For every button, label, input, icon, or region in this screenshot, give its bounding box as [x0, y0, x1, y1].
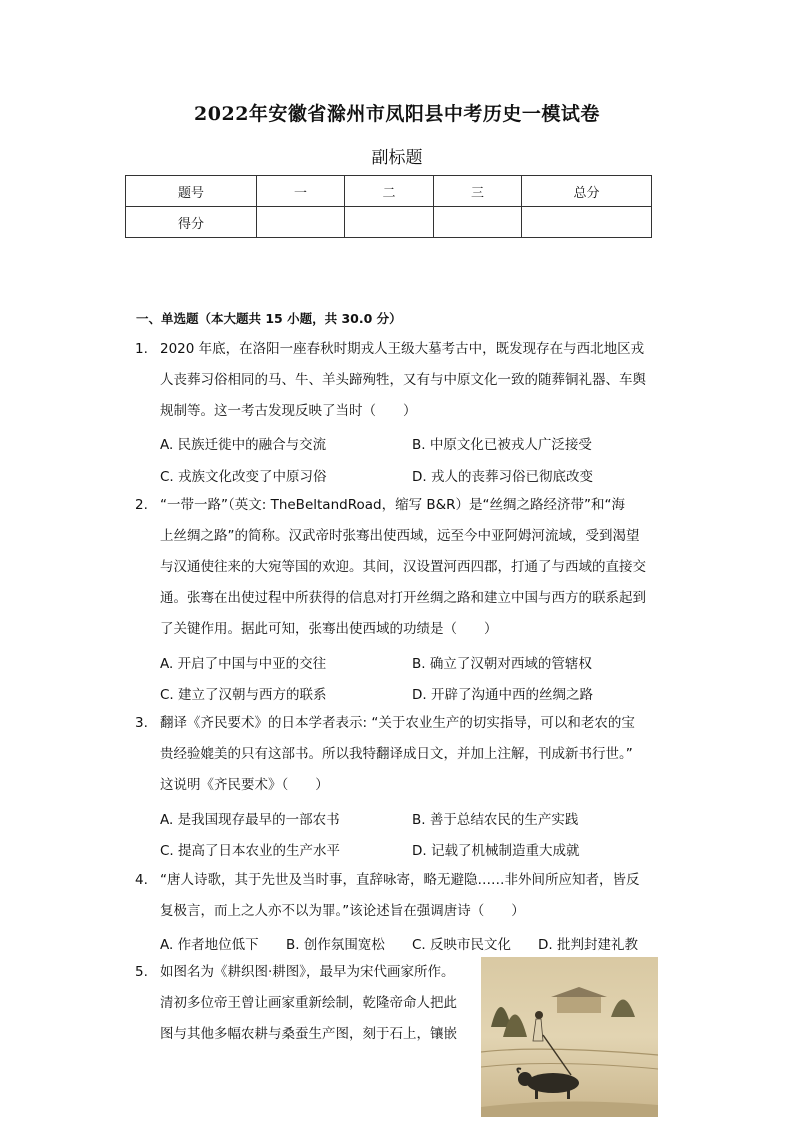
painting-illustration	[481, 957, 658, 1117]
option-b[interactable]: B. 善于总结农民的生产实践	[412, 812, 579, 828]
stem-line: 贵经验媲美的只有这部书。所以我特翻译成日文，并加上注解，刊成新书行世。”	[160, 746, 633, 762]
section-heading: 一、单选题（本大题共 15 小题，共 30.0 分）	[136, 311, 402, 326]
score-cell	[434, 207, 522, 238]
score-table-header-row	[126, 176, 652, 207]
stem-line: “唐人诗歌，其于先世及当时事，直辞咏寄，略无避隐……非外间所应知者，皆反	[160, 872, 640, 888]
option-d[interactable]: D. 批判封建礼教	[538, 937, 638, 953]
page-subtitle: 副标题	[371, 148, 423, 168]
option-b[interactable]: B. 创作氛围宽松	[286, 937, 385, 953]
question-number: 5.	[135, 964, 148, 980]
stem-line: 清初多位帝王曾让画家重新绘制，乾隆帝命人把此	[160, 995, 457, 1011]
score-cell	[257, 207, 345, 238]
score-cell: 一	[257, 176, 345, 207]
option-c[interactable]: C. 提高了日本农业的生产水平	[160, 843, 341, 859]
score-cell: 二	[345, 176, 434, 207]
option-a[interactable]: A. 开启了中国与中亚的交往	[160, 656, 327, 672]
stem-line: 2020 年底，在洛阳一座春秋时期戎人王级大墓考古中，既发现存在与西北地区戎	[160, 341, 645, 357]
question-stem	[160, 490, 646, 645]
stem-line: 如图名为《耕织图·耕图》，最早为宋代画家所作。	[160, 964, 455, 980]
option-b[interactable]: B. 确立了汉朝对西域的管辖权	[412, 656, 592, 672]
option-d[interactable]: D. 戎人的丧葬习俗已彻底改变	[412, 469, 593, 485]
option-a[interactable]: A. 是我国现存最早的一部农书	[160, 812, 340, 828]
score-cell: 三	[434, 176, 522, 207]
option-b[interactable]: B. 中原文化已被戎人广泛接受	[412, 437, 592, 453]
stem-line: 复极言，而上之人亦不以为罪。”该论述旨在强调唐诗（ ）	[160, 903, 525, 919]
score-cell	[522, 207, 652, 238]
option-c[interactable]: C. 建立了汉朝与西方的联系	[160, 687, 327, 703]
score-cell: 总分	[522, 176, 652, 207]
question-number: 3.	[135, 715, 148, 731]
score-cell: 题号	[126, 176, 257, 207]
question-stem	[160, 708, 640, 801]
option-a[interactable]: A. 民族迁徙中的融合与交流	[160, 437, 327, 453]
score-cell	[345, 207, 434, 238]
stem-line: 图与其他多幅农耕与桑蚕生产图，刻于石上，镶嵌	[160, 1026, 457, 1042]
option-d[interactable]: D. 记载了机械制造重大成就	[412, 843, 580, 859]
question-number: 4.	[135, 872, 148, 888]
score-table-score-row	[126, 207, 652, 238]
stem-line: 规制等。这一考古发现反映了当时（ ）	[160, 403, 417, 419]
option-c[interactable]: C. 戎族文化改变了中原习俗	[160, 469, 327, 485]
stem-line: 通。张骞在出使过程中所获得的信息对打开丝绸之路和建立中国与西方的联系起到	[160, 590, 646, 606]
question-stem	[160, 865, 640, 927]
question-stem	[160, 334, 646, 427]
stem-line: 人丧葬习俗相同的马、牛、羊头蹄殉牲，又有与中原文化一致的随葬铜礼器、车舆	[160, 372, 646, 388]
stem-line: “一带一路”（英文: TheBeltandRoad，缩写 B&R）是“丝绸之路经济带”和“海	[160, 497, 626, 513]
painting-plowing-icon	[481, 957, 658, 1117]
score-table	[125, 175, 652, 238]
page-title: 2022年安徽省滁州市凤阳县中考历史一模试卷	[194, 103, 600, 125]
stem-line: 上丝绸之路”的简称。汉武帝时张骞出使西域，远至今中亚阿姆河流域，受到渴望	[160, 528, 640, 544]
stem-line: 这说明《齐民要术》（ ）	[160, 777, 329, 793]
score-cell: 得分	[126, 207, 257, 238]
option-c[interactable]: C. 反映市民文化	[412, 937, 512, 953]
stem-line: 翻译《齐民要术》的日本学者表示: “关于农业生产的切实指导，可以和老农的宝	[160, 715, 635, 731]
option-d[interactable]: D. 开辟了沟通中西的丝绸之路	[412, 687, 593, 703]
question-number: 1.	[135, 341, 148, 357]
stem-line: 与汉通使往来的大宛等国的欢迎。其间，汉设置河西四郡，打通了与西域的直接交	[160, 559, 646, 575]
question-number: 2.	[135, 497, 148, 513]
stem-line: 了关键作用。据此可知，张骞出使西域的功绩是（ ）	[160, 621, 498, 637]
option-a[interactable]: A. 作者地位低下	[160, 937, 259, 953]
question-stem	[160, 957, 475, 1050]
